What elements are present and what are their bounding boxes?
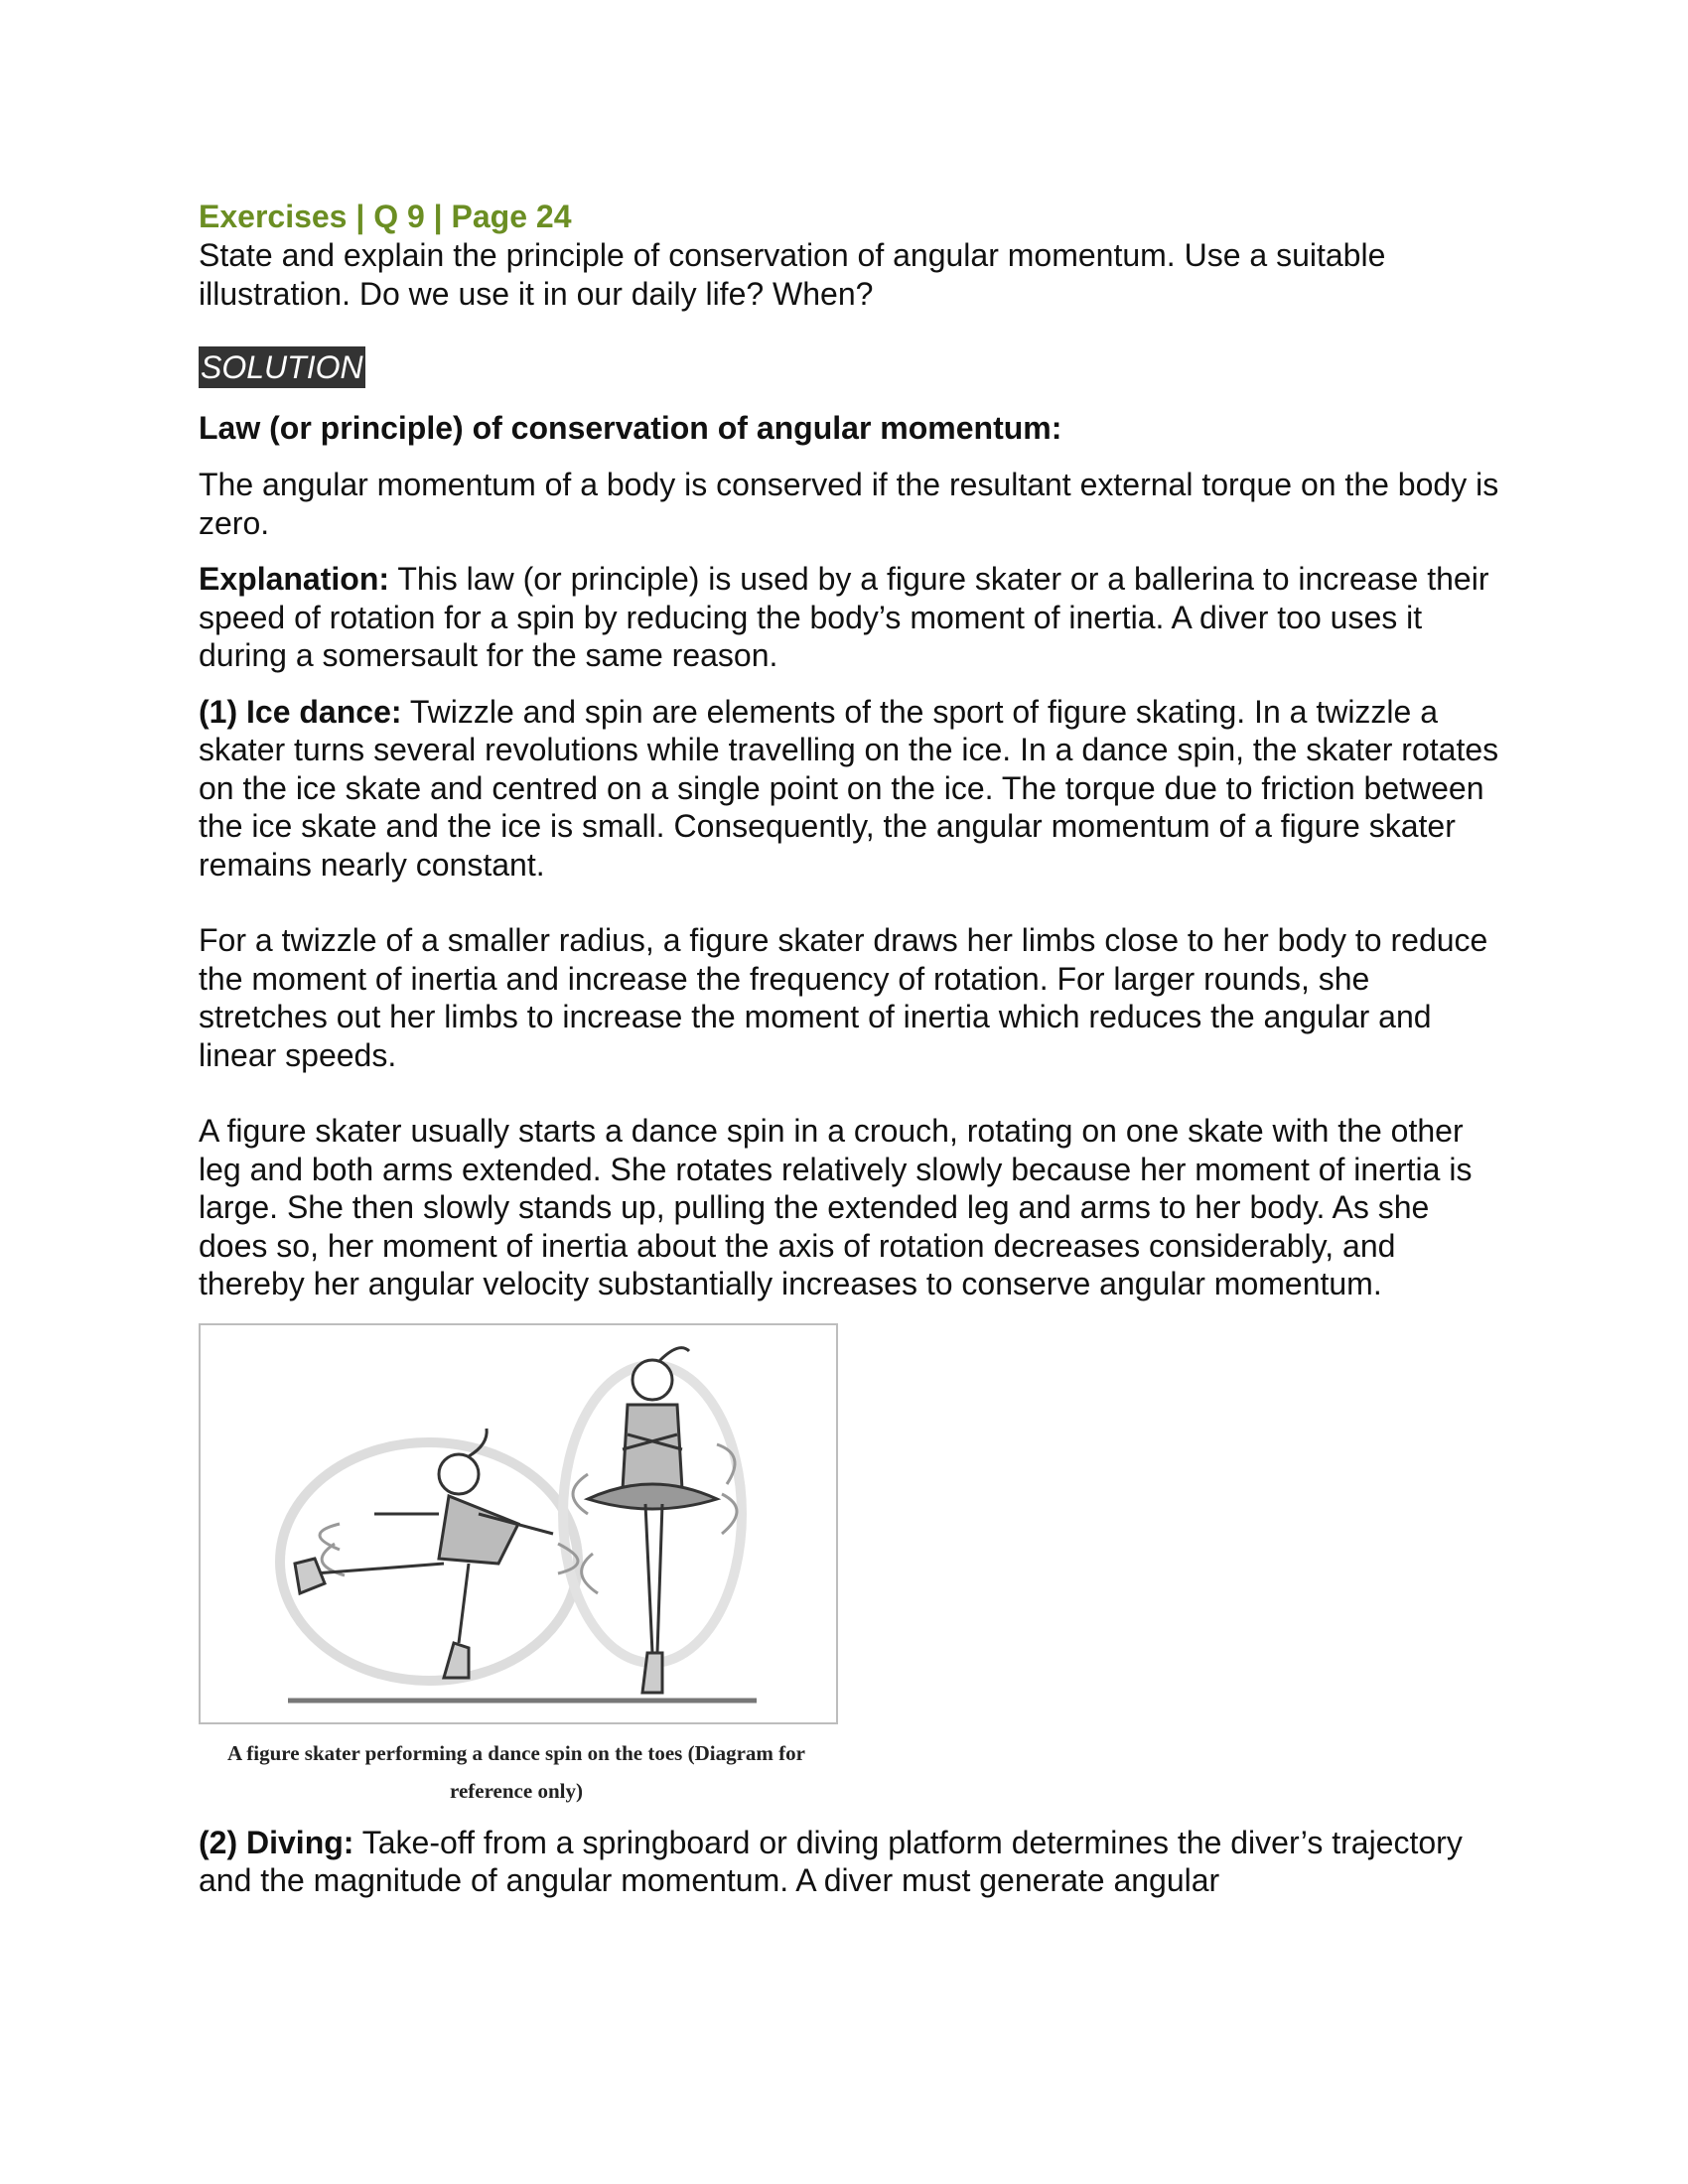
diving-paragraph	[199, 1824, 1499, 1900]
law-text: The angular momentum of a body is conserved if the resultant external torque on the body is zero.	[199, 467, 1499, 541]
skater-figure	[199, 1323, 838, 1724]
question-text: State and explain the principle of conservation of angular momentum. Use a suitable illustration. Do we use it in our daily life? When?	[199, 237, 1386, 312]
ice-dance-paragraph	[199, 693, 1499, 885]
dance-spin-paragraph: A figure skater usually starts a dance spin in a crouch, rotating on one skate with the other leg and both arms extended. She rotates relatively slowly because her moment of inertia is large. She then slowly stands up, pulling the extended leg and arms to her body. As she does so, her moment of inertia about the axis of rotation decreases considerably, and thereby her angular velocity substantially increases to conserve angular momentum.	[199, 1113, 1473, 1301]
twizzle-paragraph: For a twizzle of a smaller radius, a figure skater draws her limbs close to her body to reduce the moment of inertia and increase the frequency of rotation. For larger rounds, she stretches out her limbs to increase the moment of inertia which reduces the angular and linear speeds.	[199, 922, 1488, 1073]
ice-dance-text: Twizzle and spin are elements of the sport of figure skating. In a twizzle a skater turns several revolutions while travelling on the ice. In a dance spin, the skater rotates on the ice skate and centred on a single point on the ice. The torque due to friction between the ice skate and the ice is small. Consequently, the angular momentum of a figure skater remains nearly constant.	[199, 693, 1499, 883]
law-title: Law (or principle) of conservation of angular momentum:	[199, 410, 1062, 446]
diving-label: (2) Diving:	[199, 1824, 354, 1860]
exercise-heading: Exercises | Q 9 | Page 24	[199, 199, 572, 234]
solution-badge: SOLUTION	[199, 346, 365, 388]
explanation-label: Explanation:	[199, 561, 390, 597]
document-page	[199, 197, 1499, 1900]
explanation-paragraph	[199, 560, 1499, 675]
skater-illustration	[201, 1325, 836, 1722]
explanation-text: This law (or principle) is used by a figure skater or a ballerina to increase their speed of rotation for a spin by reducing the body’s moment of inertia. A diver too uses it during a somersault for the same reason.	[199, 561, 1489, 673]
figure-caption: A figure skater performing a dance spin on the toes (Diagram for reference only)	[227, 1740, 805, 1803]
ice-dance-label: (1) Ice dance:	[199, 693, 402, 730]
diving-text: Take-off from a springboard or diving platform determines the diver’s trajectory and the magnitude of angular momentum. A diver must generate angular	[199, 1824, 1463, 1898]
